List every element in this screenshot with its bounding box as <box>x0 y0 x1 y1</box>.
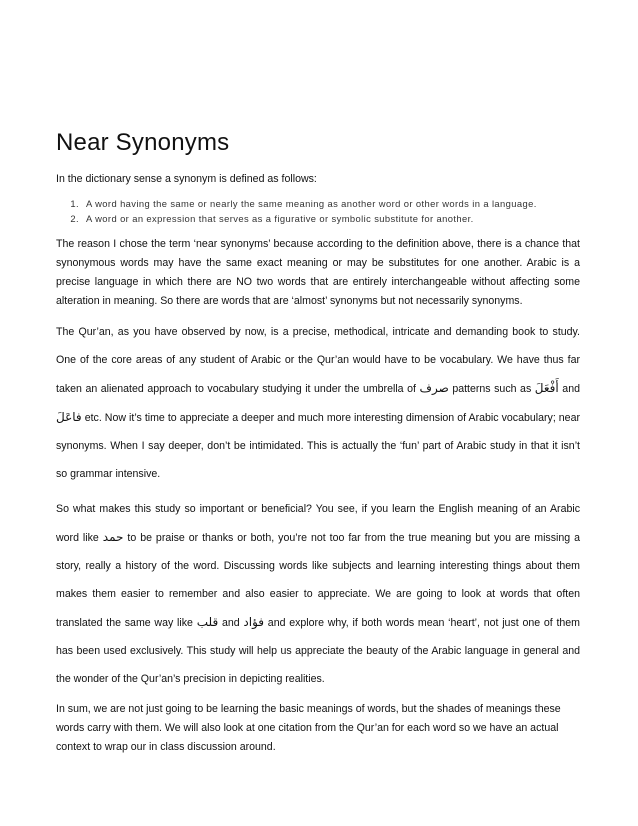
paragraph-quran-vocabulary <box>56 318 580 488</box>
text-segment: So what makes this study so important or beneficial? You see, if you learn the English meaning of an Arabic word like <box>56 503 580 544</box>
definitions-list <box>56 196 580 226</box>
text-segment: and <box>562 383 580 395</box>
arabic-word-fuad: فؤاد <box>243 615 265 629</box>
arabic-word-faala: فاعَلَ <box>56 410 82 424</box>
text-segment: patterns such as <box>452 383 532 395</box>
intro-text: In the dictionary sense a synonym is defined as follows: <box>56 173 317 185</box>
paragraph-study-importance <box>56 495 580 693</box>
arabic-word-afala: أَفْعَلَ <box>534 381 559 395</box>
definition-item: 1. A word having the same or nearly the same meaning as another word or other words in a language. <box>82 196 580 211</box>
arabic-word-sarf: صرف <box>419 381 449 395</box>
arabic-word-qalb: قلب <box>196 615 219 629</box>
definition-item: 2. A word or an expression that serves as a figurative or symbolic substitute for another. <box>82 211 580 226</box>
paragraph-summary: In sum, we are not just going to be learning the basic meanings of words, but the shades of meanings these words carry with them. We will also look at one citation from the Qur’an for each word so we have an actual context to wrap our in class discussion around. <box>56 703 561 753</box>
text-segment: and explore why, if both words mean ‘heart’, not just one of them has been used exclusively. This study will help us appreciate the beauty of the Arabic language in general and the wonder of the Qur’an’s precision in depicting realities. <box>56 617 581 685</box>
paragraph-near-synonyms-reason: The reason I chose the term ‘near synonyms’ because according to the definition above, there is a chance that synonymous words may have the same exact meaning or may be substitutes for one another. Arabic is a precise language in which there are NO two words that are entirely interchangeable without affecting some alteration in meaning. So there are words that are ‘almost’ synonyms but not necessarily synonyms. <box>56 238 580 307</box>
text-segment: to be praise or thanks or both, you’re not too far from the true meaning but you are missing a story, really a history of the word. Discussing words like subjects and learning interesting things about them makes them easier to remember and also easier to appreciate. We are going to look at words that often translated the same way like <box>56 532 580 629</box>
arabic-word-hamd: حمد <box>102 530 124 544</box>
text-segment: The Qur’an, as you have observed by now, is a precise, methodical, intricate and demanding book to study. One of the core areas of any student of Arabic or the Qur’an would have to be vocabulary. We have thus far taken an alienated approach to vocabulary studying it under the umbrella of <box>56 326 580 395</box>
text-segment: etc. Now it’s time to appreciate a deeper and much more interesting dimension of Arabic vocabulary; near synonyms. When I say deeper, don’t be intimidated. This is actually the ‘fun’ part of Arabic study in that it isn’t so grammar intensive. <box>56 412 580 480</box>
text-segment: and <box>221 617 240 629</box>
page-title: Near Synonyms <box>56 129 230 156</box>
